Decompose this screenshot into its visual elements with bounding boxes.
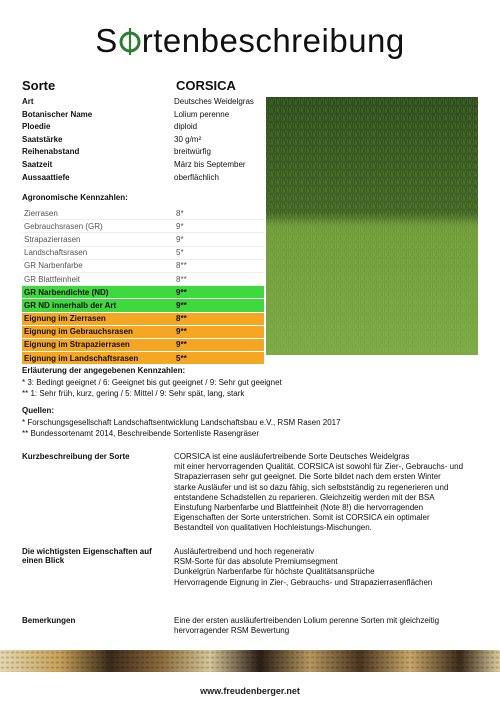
legend-block: Erläuterung der angegebenen Kennzahlen: * 3: Bedingt geeignet / 6: Geeignet bis gut geeignet / 9: Sehr gut geeignet ** 1: Sehr früh, kurz, gering / 5: Mittel / 9: Sehr spät, lang, stark bbox=[22, 366, 282, 398]
table-row-label: Strapazierrasen bbox=[24, 234, 81, 244]
table-row bbox=[22, 339, 264, 352]
page-title bbox=[0, 22, 500, 60]
table-row bbox=[22, 273, 264, 286]
table-row-label: Landschaftsrasen bbox=[24, 248, 88, 258]
prop-row: Saatstärke 30 g/m² bbox=[22, 134, 202, 144]
table-row-label: Eignung im Gebrauchsrasen bbox=[24, 327, 133, 337]
logo-o-icon bbox=[118, 22, 142, 60]
prop-row: Saatzeit März bis September bbox=[22, 159, 246, 169]
sorte-label: Sorte bbox=[22, 78, 56, 93]
prop-row: Aussaattiefe oberflächlich bbox=[22, 172, 219, 182]
prop-row: Reihenabstand breitwürfig bbox=[22, 147, 211, 157]
table-row-label: Eignung im Zierrasen bbox=[24, 314, 106, 324]
footer-url-link[interactable]: www.freudenberger.net bbox=[200, 686, 300, 696]
table-row-value: 5* bbox=[176, 248, 184, 258]
table-row-label: Gebrauchsrasen (GR) bbox=[24, 221, 103, 231]
table-row-value: 8** bbox=[176, 314, 187, 324]
agro-heading: Agronomische Kennzahlen: bbox=[22, 193, 128, 202]
table-row-value: 9** bbox=[176, 327, 187, 337]
table-row bbox=[22, 326, 264, 339]
prop-row: Ploedie diploid bbox=[22, 122, 198, 132]
table-row bbox=[22, 220, 264, 233]
properties-list bbox=[22, 97, 264, 185]
sources-block: Quellen: * Forschungsgesellschaft Landschaftsentwicklung Landschaftsbau e.V., RSM Rasen 2017 ** Bundessortenamt 2014, Beschreibende Sortenliste Rasengräser bbox=[22, 406, 341, 438]
table-row bbox=[22, 207, 264, 220]
table-row bbox=[22, 247, 264, 260]
grass-photo bbox=[266, 97, 478, 355]
table-row bbox=[22, 313, 264, 326]
title-s: S bbox=[95, 22, 118, 59]
table-row-label: Eignung im Strapazierrasen bbox=[24, 340, 130, 350]
table-row bbox=[22, 260, 264, 273]
seed-band-image bbox=[0, 650, 500, 672]
table-row-value: 8** bbox=[176, 274, 187, 284]
table-row-value: 8* bbox=[176, 208, 184, 218]
sorte-value: CORSICA bbox=[176, 78, 236, 93]
table-row-label: GR Narbenfarbe bbox=[24, 261, 83, 271]
eigenschaften: Die wichtigsten Eigenschaften auf einen Blick Ausläufertreibend und hoch regenerativ RSM-Sorte für das absolute Premiumsegment Dunkelgrün Narbenfarbe für höchste Qualitätsansprüche Hervorragende Eignung in Zier-, Gebrauchs- und Strapazierrasenflächen bbox=[22, 547, 433, 587]
table-row-value: 5** bbox=[176, 353, 187, 363]
table-row-value: 9* bbox=[176, 234, 184, 244]
table-row-label: Zierrasen bbox=[24, 208, 58, 218]
table-row bbox=[22, 286, 264, 299]
title-rest: rtenbeschreibung bbox=[141, 22, 405, 59]
kurzbeschreibung: Kurzbeschreibung der Sorte CORSICA ist eine ausläufertreibende Sorte Deutsches Weidelgras mit einer hervorragenden Qualität. CORSICA ist sowohl für Zier-, Gebrauchs- und Strapazierrasen sehr gut geeignet. Die Sorte bildet nach dem ersten Winter starke Ausläufer und ist so dazu fähig, sich selbstständig zu regenerieren und entstandene Schadstellen zu reparieren. Gleichzeitig werden mit der BSA Einstufung Narbenfarbe und Blattfeinheit (Note 8!) die hervorragenden Eigenschaften der Sorte unterstrichen. Somit ist CORSICA ein optimaler Bestandteil von qualitativen Hochleistungs-Mischungen. bbox=[22, 452, 464, 533]
prop-row: Botanischer Name Lolium perenne bbox=[22, 109, 230, 119]
table-row-value: 8** bbox=[176, 261, 187, 271]
table-row-label: Eignung im Landschaftsrasen bbox=[24, 353, 139, 363]
table-row bbox=[22, 352, 264, 365]
table-row-label: GR Narbendichte (ND) bbox=[24, 287, 109, 297]
table-row-value: 9* bbox=[176, 221, 184, 231]
prop-row: Art Deutsches Weidelgras bbox=[22, 97, 254, 106]
table-row-label: GR Blattfeinheit bbox=[24, 274, 81, 284]
table-row-label: GR ND innerhalb der Art bbox=[24, 300, 117, 310]
table-row-value: 9** bbox=[176, 300, 187, 310]
table-row bbox=[22, 233, 264, 246]
table-row-value: 9** bbox=[176, 340, 187, 350]
bemerkungen: Bemerkungen Eine der ersten ausläufertreibenden Lolium perenne Sorten mit gleichzeitig hervorragender RSM Bewertung bbox=[22, 616, 440, 636]
table-row-value: 9** bbox=[176, 287, 187, 297]
kennzahlen-table bbox=[22, 207, 264, 365]
table-row bbox=[22, 299, 264, 312]
